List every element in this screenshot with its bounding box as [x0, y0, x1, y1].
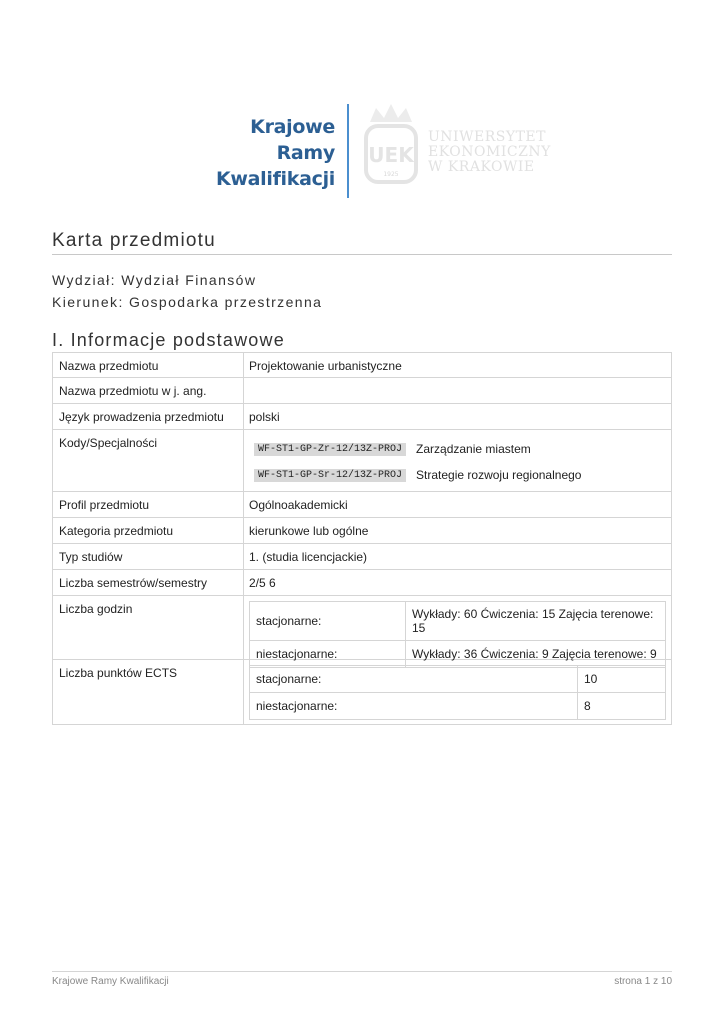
specialization-name: Strategie rozwoju regionalnego — [416, 468, 582, 482]
krk-logo — [216, 114, 335, 192]
hours-cell — [244, 596, 671, 659]
course-code: WF-ST1-GP-Sr-12/13Z-PROJ — [254, 469, 406, 482]
row-label: Typ studiów — [53, 544, 244, 569]
uek-logo-line: UNIWERSYTET — [428, 129, 546, 145]
category-value: kierunkowe lub ogólne — [249, 524, 369, 538]
table-row — [52, 570, 672, 596]
title-divider — [52, 254, 672, 255]
university-emblem-icon — [360, 100, 422, 192]
table-row — [52, 544, 672, 570]
table-row — [52, 378, 672, 404]
krk-logo-line: Kwalifikacji — [215, 168, 335, 190]
codes-list — [244, 430, 671, 491]
language-value: polski — [249, 410, 280, 424]
faculty-line: Wydział: Wydział Finansów — [52, 272, 257, 288]
ects-table — [249, 665, 666, 720]
footer-divider — [52, 971, 672, 972]
logo-divider — [347, 104, 349, 198]
course-name-en-value — [244, 378, 671, 403]
row-label: Nazwa przedmiotu — [53, 353, 244, 377]
row-label: Liczba punktów ECTS — [53, 660, 244, 724]
uek-logo-text — [428, 130, 551, 175]
hours-value: Wykłady: 60 Ćwiczenia: 15 Zajęcia terenowe: 15 — [406, 602, 666, 641]
row-label: Liczba semestrów/semestry — [53, 570, 244, 595]
row-label: Kategoria przedmiotu — [53, 518, 244, 543]
ects-value: 8 — [578, 693, 666, 720]
row-label: Kody/Specjalności — [53, 430, 244, 491]
uek-logo-line: EKONOMICZNY — [428, 144, 551, 160]
specialization-name: Zarządzanie miastem — [416, 442, 531, 456]
hours-value: Wykłady: 36 Ćwiczenia: 9 Zajęcia terenowe: 9 — [406, 641, 666, 668]
row-label: Nazwa przedmiotu w j. ang. — [53, 378, 244, 403]
table-row — [52, 430, 672, 492]
table-row — [52, 518, 672, 544]
table-row — [52, 596, 672, 660]
row-label: Liczba godzin — [53, 596, 244, 659]
footer-title: Krajowe Ramy Kwalifikacji — [52, 976, 169, 987]
table-row — [250, 693, 666, 720]
page-title: Karta przedmiotu — [52, 230, 216, 251]
emblem-year: 1925 — [383, 171, 399, 178]
uek-logo-line: W KRAKOWIE — [428, 159, 535, 175]
course-name-value: Projektowanie urbanistyczne — [249, 359, 402, 373]
table-row — [52, 404, 672, 430]
ects-value: 10 — [578, 666, 666, 693]
krk-logo-line: Krajowe — [250, 116, 335, 138]
emblem-letters: UEK — [368, 143, 414, 167]
study-mode: niestacjonarne: — [250, 693, 578, 720]
study-mode: stacjonarne: — [250, 602, 406, 641]
table-row — [52, 492, 672, 518]
row-label: Język prowadzenia przedmiotu — [53, 404, 244, 429]
list-item — [254, 462, 661, 488]
semesters-value: 2/5 6 — [249, 576, 276, 590]
table-row — [52, 660, 672, 725]
page-number: strona 1 z 10 — [614, 976, 672, 987]
course-code: WF-ST1-GP-Zr-12/13Z-PROJ — [254, 443, 406, 456]
profile-value: Ogólnoakademicki — [249, 498, 348, 512]
study-type-value: 1. (studia licencjackie) — [249, 550, 368, 564]
ects-cell — [244, 660, 671, 724]
field-line: Kierunek: Gospodarka przestrzenna — [52, 294, 323, 310]
section-heading: I. Informacje podstawowe — [52, 330, 285, 350]
list-item — [254, 436, 661, 462]
table-row — [52, 352, 672, 378]
krk-logo-line: Ramy — [276, 142, 335, 164]
hours-table — [249, 601, 666, 668]
basic-info-table — [52, 352, 672, 725]
header-logos — [0, 100, 725, 200]
study-mode: niestacjonarne: — [250, 641, 406, 668]
table-row — [250, 602, 666, 641]
study-mode: stacjonarne: — [250, 666, 578, 693]
table-row — [250, 666, 666, 693]
row-label: Profil przedmiotu — [53, 492, 244, 517]
